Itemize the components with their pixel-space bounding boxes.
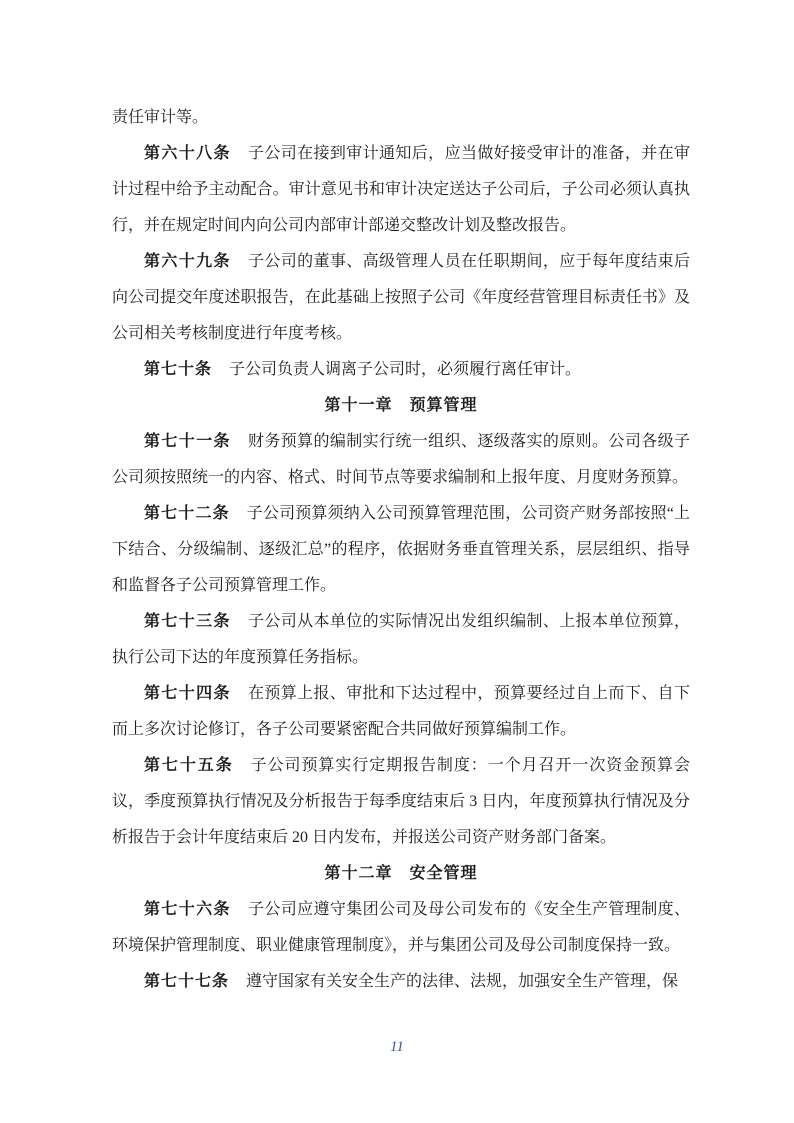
article-text: 遵守国家有关安全生产的法律、法规，加强安全生产管理，保	[246, 973, 679, 990]
article-label: 第七十二条	[144, 505, 230, 522]
article-label: 第七十六条	[144, 901, 231, 918]
article-paragraph-75	[112, 748, 690, 856]
article-paragraph-70	[112, 352, 690, 388]
article-text: 在预算上报、审批和下达过程中，预算要经过自上而下、自下而上多次讨论修订，各子公司要紧密配合共同做好预算编制工作。	[112, 685, 690, 738]
article-text: 子公司应遵守集团公司及母公司发布的《安全生产管理制度、环境保护管理制度、职业健康管理制度》，并与集团公司及母公司制度保持一致。	[112, 901, 690, 954]
article-paragraph-77	[112, 964, 690, 1000]
paragraph-continuation: 责任审计等。	[112, 109, 209, 126]
chapter-heading-12: 第十二章 安全管理	[324, 865, 478, 882]
article-text: 子公司在接到审计通知后，应当做好接受审计的准备，并在审计过程中给予主动配合。审计意见书和审计决定送达子公司后，子公司必须认真执行，并在规定时间内向公司内部审计部递交整改计划及整改报告。	[112, 145, 690, 234]
article-label: 第六十九条	[144, 253, 231, 270]
article-text: 子公司预算须纳入公司预算管理范围，公司资产财务部按照“上下结合、分级编制、逐级汇总”的程序，依据财务垂直管理关系，层层组织、指导和监督各子公司预算管理工作。	[112, 505, 690, 594]
article-paragraph-69	[112, 244, 690, 352]
article-paragraph-74	[112, 676, 690, 748]
article-text: 子公司从本单位的实际情况出发组织编制、上报本单位预算，执行公司下达的年度预算任务指标。	[112, 613, 690, 666]
article-label: 第七十五条	[144, 757, 234, 774]
article-label: 第七十三条	[144, 613, 231, 630]
chapter-heading-11: 第十一章 预算管理	[324, 397, 478, 414]
article-text: 子公司负责人调离子公司时，必须履行离任审计。	[229, 361, 582, 378]
article-paragraph-68	[112, 136, 690, 244]
article-label: 第七十条	[144, 361, 213, 378]
article-text: 子公司的董事、高级管理人员在任职期间，应于每年度结束后向公司提交年度述职报告，在此基础上按照子公司《年度经营管理目标责任书》及公司相关考核制度进行年度考核。	[112, 253, 690, 342]
document-body	[112, 100, 690, 1000]
article-paragraph-71	[112, 424, 690, 496]
article-text: 子公司预算实行定期报告制度：一个月召开一次资金预算会议，季度预算执行情况及分析报告于每季度结束后 3 日内，年度预算执行情况及分析报告于会计年度结束后 20 日内发布，并报送公司资产财务部门备案。	[112, 757, 690, 846]
article-label: 第七十一条	[144, 433, 231, 450]
article-label: 第七十四条	[144, 685, 231, 702]
article-label: 第七十七条	[144, 973, 230, 990]
article-paragraph-76	[112, 892, 690, 964]
page-number: 11	[390, 1039, 404, 1055]
article-paragraph-73	[112, 604, 690, 676]
article-text: 财务预算的编制实行统一组织、逐级落实的原则。公司各级子公司须按照统一的内容、格式、时间节点等要求编制和上报年度、月度财务预算。	[112, 433, 690, 486]
article-label: 第六十八条	[144, 145, 231, 162]
article-paragraph-72	[112, 496, 690, 604]
